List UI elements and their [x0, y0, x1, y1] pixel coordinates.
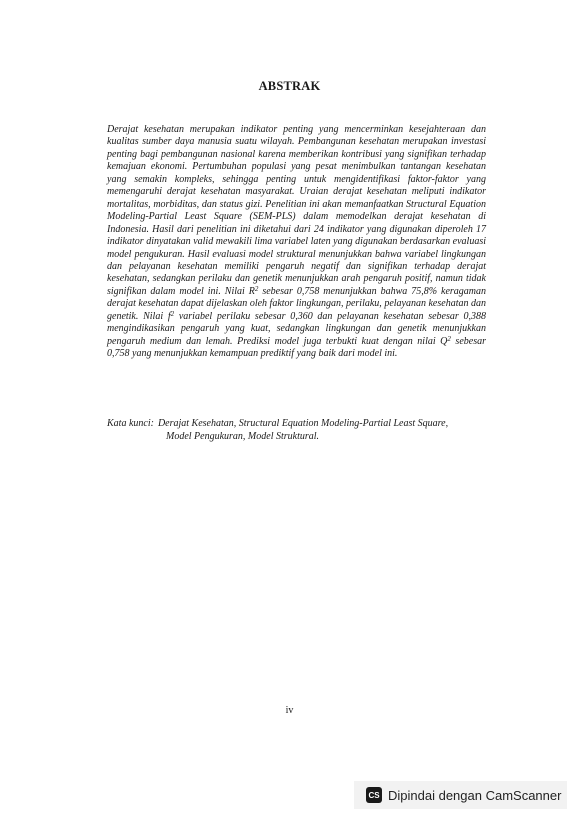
camscanner-logo-icon: CS	[366, 787, 382, 803]
f-squared-superscript: 2	[170, 309, 175, 318]
abstract-paragraph	[107, 124, 486, 361]
abstract-text-part2: sebesar 0,758 menunjukkan bahwa 75,8% keragaman derajat kesehatan dapat dijelaskan oleh faktor lingkungan, perilaku, pelayanan kesehatan dan genetik. Nilai f	[107, 285, 487, 322]
keywords-section	[107, 418, 492, 443]
page-title: ABSTRAK	[258, 79, 321, 93]
keywords-line-2: Model Pengukuran, Model Struktural.	[166, 430, 320, 442]
keywords-label: Kata kunci:	[107, 418, 154, 429]
keywords-line-1: Derajat Kesehatan, Structural Equation Modeling-Partial Least Square,	[157, 418, 449, 429]
watermark-text: Dipindai dengan CamScanner	[388, 787, 562, 803]
abstract-text-part3: variabel perilaku sebesar 0,360 dan pelayanan kesehatan sebesar 0,388 mengindikasikan pengaruh yang kuat, sedangkan lingkungan dan genetik menunjukkan pengaruh medium dan lemah. Prediksi model juga terbukti kuat dengan nilai Q	[107, 310, 486, 347]
abstract-text-part1: Derajat kesehatan merupakan indikator penting yang mencerminkan kesejahteraan dan kualitas sumber daya manusia suatu wilayah. Pembangunan kesehatan merupakan investasi penting bagi pembangunan nasional karena memberikan kontribusi yang signifikan terhadap kemajuan ekonomi. Pertumbuhan populasi yang pesat menimbulkan tantangan kesehatan yang semakin kompleks, sehingga penting untuk mengidentifikasi faktor-faktor yang memengaruhi derajat kesehatan masyarakat. Uraian derajat kesehatan meliputi indikator mortalitas, morbiditas, dan status gizi. Penelitian ini akan memanfaatkan Structural Equation Modeling-Partial Least Square (SEM-PLS) dalam memodelkan derajat kesehatan di Indonesia. Hasil dari penelitian ini diketahui dari 24 indikator yang digunakan diperoleh 17 indikator dinyatakan valid mewakili lima variabel laten yang digunakan berdasarkan evaluasi model pengukuran. Hasil evaluasi model struktural menunjukkan bahwa variabel lingkungan dan pelayanan kesehatan memiliki pengaruh negatif dan signifikan terhadap derajat kesehatan, sedangkan perilaku dan genetik menunjukkan arah pengaruh positif, namun tidak signifikan dalam model ini. Nilai R	[107, 124, 486, 297]
camscanner-watermark	[354, 781, 567, 809]
page-number: iv	[285, 705, 294, 716]
abstract-text-part4: sebesar 0,758 yang menunjukkan kemampuan prediktif yang baik dari model ini.	[107, 335, 486, 360]
q-squared-superscript: 2	[447, 334, 451, 343]
r-squared-superscript: 2	[254, 284, 259, 293]
